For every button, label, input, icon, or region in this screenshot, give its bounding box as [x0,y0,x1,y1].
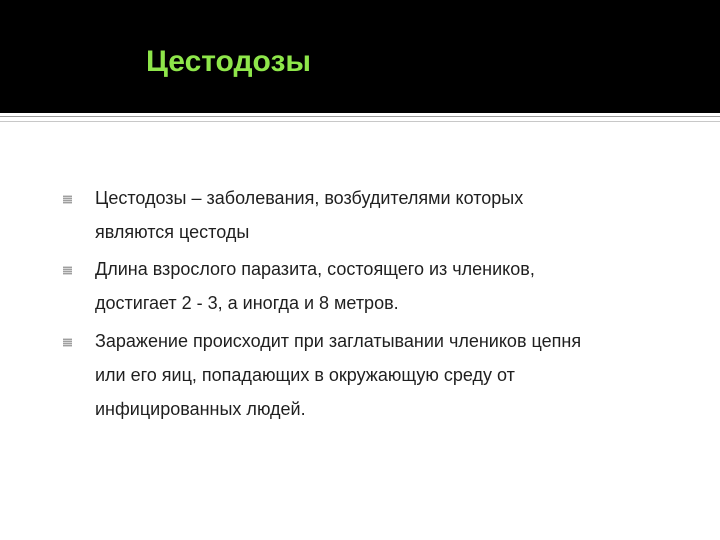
bullet-line: или его яиц, попадающих в окружающую среду от [95,365,515,385]
slide-title: Цестодозы [146,45,311,78]
bullet-line: Длина взрослого паразита, состоящего из члеников, [95,259,535,279]
square-bullet-icon [63,195,72,204]
bullet-text [95,252,665,320]
header-divider-line-secondary [0,121,720,122]
bullet-line: Цестодозы – заболевания, возбудителями которых [95,188,524,208]
bullet-line: являются цестоды [95,222,250,242]
square-bullet-icon [63,338,72,347]
bullet-text [95,181,665,249]
slide-header [0,0,720,113]
square-bullet-icon [63,266,72,275]
bullet-line: достигает 2 - 3, а иногда и 8 метров. [95,293,399,313]
bullet-text [95,324,665,426]
header-divider-line [0,116,720,117]
bullet-line: Заражение происходит при заглатывании члеников цепня [95,331,582,351]
bullet-line: инфицированных людей. [95,399,306,419]
